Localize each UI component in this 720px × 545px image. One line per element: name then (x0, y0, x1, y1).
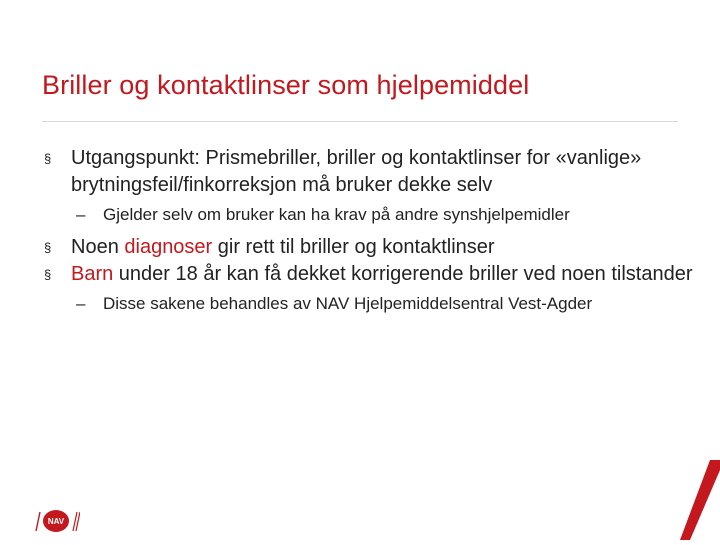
bullet-suffix: gir rett til briller og kontaktlinser (212, 236, 495, 258)
logo-text: NAV (47, 517, 65, 526)
bullet-text: Utgangspunkt: Prismebriller, briller og kontaktlinser for «vanlige» brytningsfeil/finkorreksjon må bruker dekke selv (71, 147, 642, 196)
bullet-item-2 (42, 234, 702, 261)
bullet-list (42, 145, 702, 323)
bullet-item-3 (42, 261, 702, 288)
nav-logo-icon (34, 509, 80, 538)
slide-title: Briller og kontaktlinser som hjelpemiddel (42, 70, 530, 100)
sub-bullet-text: Gjelder selv om bruker kan ha krav på andre synshjelpemidler (103, 205, 570, 224)
bullet-marker: § (44, 267, 52, 282)
bullet-marker: § (44, 151, 52, 166)
bullet-suffix: under 18 år kan få dekket korrigerende briller ved noen tilstander (113, 263, 693, 285)
sub-bullet-item-2 (42, 292, 702, 316)
bullet-prefix: Noen (71, 236, 125, 258)
sub-bullet-marker: – (76, 294, 86, 313)
bullet-marker: § (44, 240, 52, 255)
sub-bullet-marker: – (76, 205, 86, 224)
bullet-highlight: diagnoser (124, 236, 213, 258)
bullet-highlight: Barn (71, 263, 114, 285)
bullet-item-1 (42, 145, 702, 199)
corner-slash-decoration (680, 460, 720, 545)
sub-bullet-text: Disse sakene behandles av NAV Hjelpemiddelsentral Vest-Agder (103, 294, 593, 313)
title-divider (42, 121, 678, 122)
sub-bullet-item-1 (42, 203, 702, 227)
